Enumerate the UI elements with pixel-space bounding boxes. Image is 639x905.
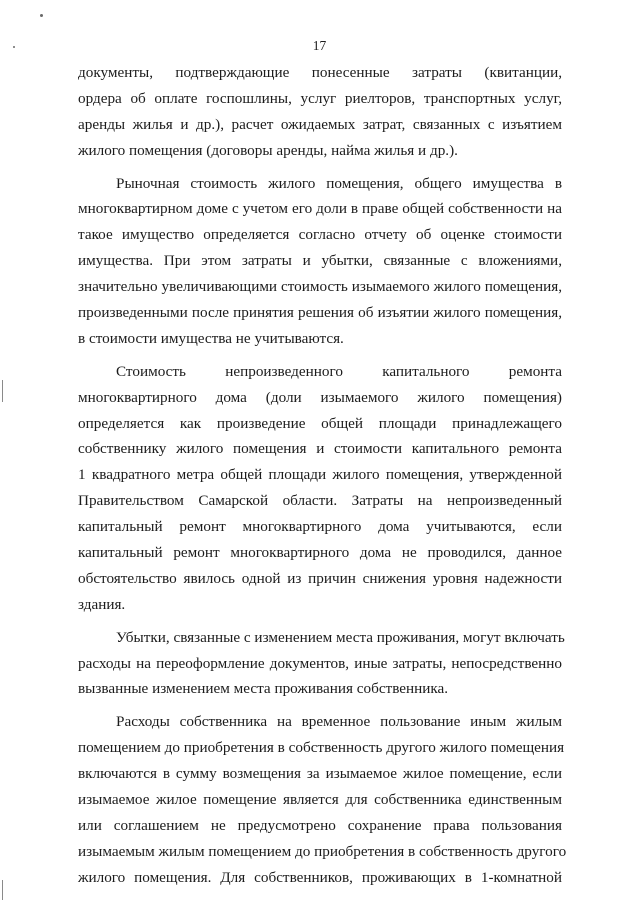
text-line: произведенными после принятия решения об изъятии жилого помещения,	[78, 304, 562, 322]
text-line: помещением до приобретения в собственность другого жилого помещения	[78, 739, 565, 757]
text-line: жилого помещения. Для собственников, проживающих в 1-комнатной	[78, 868, 562, 886]
text-line: изымаемое жилое помещение является для собственника единственным	[78, 791, 562, 809]
text-line: здания.	[78, 595, 126, 613]
text-line: аренды жилья и др.), расчет ожидаемых затрат, связанных с изъятием	[78, 115, 562, 133]
text-line: капитальный ремонт многоквартирного дома не проводился, данное	[78, 544, 562, 562]
text-line: или соглашением не предусмотрено сохранение права пользования	[78, 816, 562, 834]
paragraph	[78, 359, 562, 618]
scan-speck	[13, 46, 15, 48]
text-line: 1 квадратного метра общей площади жилого помещения, утвержденной	[78, 466, 562, 484]
text-line: капитальный ремонт многоквартирного дома учитываются, если	[78, 518, 562, 536]
text-line: в стоимости имущества не учитываются.	[78, 329, 344, 347]
text-line: имущества. При этом затраты и убытки, связанные с вложениями,	[78, 252, 562, 270]
paragraph	[78, 171, 562, 352]
text-line: жилого помещения (договоры аренды, найма жилья и др.).	[78, 141, 458, 159]
text-line: обстоятельство явилось одной из причин снижения уровня надежности	[78, 569, 562, 587]
text-line: значительно увеличивающими стоимость изымаемого жилого помещения,	[78, 278, 562, 296]
scan-edge-mark	[2, 880, 3, 900]
document-body	[78, 60, 567, 891]
text-line: включаются в сумму возмещения за изымаемое жилое помещение, если	[78, 765, 562, 783]
text-line: многоквартирного дома (доли изымаемого жилого помещения)	[78, 388, 562, 406]
text-line: ордера об оплате госпошлины, услуг риелторов, транспортных услуг,	[78, 89, 562, 107]
text-line: документы, подтверждающие понесенные затраты (квитанции,	[78, 64, 562, 81]
scan-speck	[40, 14, 43, 17]
text-line: Расходы собственника на временное пользование иным жилым	[116, 713, 562, 731]
paragraph	[78, 60, 562, 164]
text-line: расходы на переоформление документов, иные затраты, непосредственно	[78, 654, 562, 672]
scan-edge-mark	[2, 380, 3, 402]
text-line: Стоимость непроизведенного капитального ремонта	[116, 362, 562, 380]
text-line: такое имущество определяется согласно отчету об оценке стоимости	[78, 226, 562, 244]
text-line: изымаемым жилым помещением до приобретения в собственность другого	[78, 842, 567, 860]
text-line: Правительством Самарской области. Затраты на непроизведенный	[78, 492, 562, 510]
paragraph	[78, 709, 567, 890]
text-line: многоквартирном доме с учетом его доли в праве общей собственности на	[78, 200, 562, 218]
page-number: 17	[312, 38, 327, 53]
text-line: вызванные изменением места проживания собственника.	[78, 680, 449, 698]
text-line: Рыночная стоимость жилого помещения, общего имущества в	[116, 174, 562, 192]
paragraph	[78, 625, 565, 703]
text-line: определяется как произведение общей площади принадлежащего	[78, 414, 562, 432]
text-line: собственнику жилого помещения и стоимости капитального ремонта	[78, 440, 562, 458]
text-line: Убытки, связанные с изменением места проживания, могут включать	[116, 628, 565, 646]
